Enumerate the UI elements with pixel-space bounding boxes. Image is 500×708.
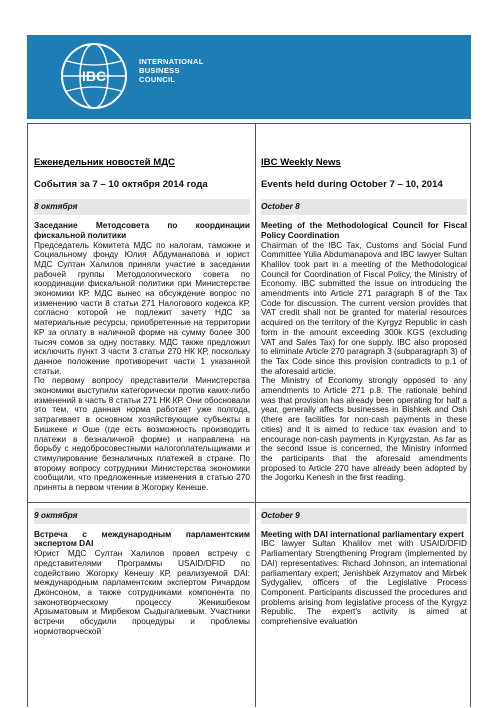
en-section-oct8 (261, 158, 467, 498)
ru-date-oct9: 9 октября (34, 508, 250, 524)
logo-initials: IBC (81, 68, 107, 84)
en-date-oct8: October 8 (261, 199, 467, 215)
ru-newsletter-title: Еженедельник новостей МДС (34, 158, 175, 168)
column-divider (255, 124, 256, 707)
ru-item1-title: Заседание Методсовета по координации фискальной политики (34, 220, 250, 240)
bilingual-table (27, 123, 471, 707)
ru-date-oct8: 8 октября (34, 199, 250, 215)
en-date-oct9: October 9 (261, 508, 467, 524)
ru-item1-paragraph1: Председатель Комитета МДС по налогам, таможне и Социальному фонду Юлия Абдуманапова и юрист МДС Султан Халилов приняли участие в заседании рабочей группы Методологического совета по координации фискальной политики при Министерстве экономики КР. МДС вынес на обсуждение вопрос по изменению части 8 статьи 271 Налогового кодекса КР, согласно которой не подлежит зачету НДС за материальные ресурсы, приобретенные на территории КР за оплату в наличной форме на сумму более 300 тысяч сомов за одну поставку. МДС также предложил исключить пункт 3 части 3 статьи 270 НК КР, поскольку данное положение противоречит части 1 указанной статьи. (34, 239, 250, 376)
ru-item2-title: Встреча с международным парламентским экспертом DAI (34, 528, 250, 549)
en-events-title: Events held during October 7 – 10, 2014 (261, 178, 443, 190)
en-item1-paragraph2: The Ministry of Economy strongly opposed to any amendments to Article 271 p.8. The rationale behind was that provision has already been operating for half a year, generally affects businesses in Bishkek and Osh (there are facilities for non-cash payments in these cities) and it is aimed to reduce tax evasion and to encourage non-cash payments in Kyrgyzstan. As far as the second issue is concerned, the Ministry informed the participants that the aforesaid amendments proposed to Article 270 have already been adopted by the Jogorku Kenesh in the first reading. (261, 375, 467, 483)
org-name (139, 57, 204, 84)
ru-events-title: События за 7 – 10 октября 2014 года (34, 178, 208, 190)
en-newsletter-title: IBC Weekly News (261, 158, 341, 168)
en-item2-paragraph1: IBC lawyer Sultan Khalilov met with USAID/DFID Parliamentary Strengthening Program (implemented by DAI) representatives: Richard Johnson, an international parliamentary expert; Jenishbek Arzymatov and Mirbek Sydygaliev, officers of the Legislative Process Component. Participants discussed the procedures and problems arising from legislative process of the Kyrgyz Republic. The expert's activity is aimed at comprehensive evaluation (261, 538, 467, 627)
row-divider (28, 502, 470, 503)
ru-section-oct8 (34, 158, 250, 498)
org-line-1: INTERNATIONAL (139, 57, 204, 66)
ru-section-oct9 (34, 508, 250, 708)
org-line-3: COUNCIL (139, 75, 176, 84)
en-item1-title: Meeting of the Methodological Council for Fiscal Policy Coordination (261, 220, 467, 240)
org-line-2: BUSINESS (139, 66, 180, 75)
en-item2-title: Meeting with DAI international parliamentary expert (261, 528, 464, 539)
en-section-oct9 (261, 508, 467, 708)
ru-item1-paragraph2: По первому вопросу представители Министерства экономики выступили категорически против каких-либо изменений в часть 8 статьи 271 НК КР. Они обосновали это тем, что данная норма работает уже полгода, затрагивает в основном хозяйствующие субъекты в Бишкеке и Оше (где есть возможность производить платежи в безналичной форме) и направлена на борьбу с недобросовестными налогоплательщиками и стимулирование безналичных платежей в стране. По второму вопросу сотрудники Министерства экономики сообщили, что предложенные изменения в статью 270 приняты в первом чтении в Жогорку Кенеше. (34, 375, 250, 493)
header-banner (27, 35, 471, 119)
ibc-globe-logo-icon (59, 41, 129, 111)
ru-item2-paragraph1: Юрист МДС Султан Халилов провел встречу с представителями Программы USAID/DFID по содействию Жогорку Кенешу КР, реализуемой DAI: международным парламентским экспертом Ричардом Джонсоном, а также сотрудниками компонента по законотворческому процессу Женишбеком Арзыматовым и Мирбеком Сыдыгалиевым. Участники встречи обсудили процедуры и проблемы нормотворческой (34, 548, 250, 636)
en-item1-paragraph1: Chairman of the IBC Tax, Customs and Social Fund Committee Yulia Abdumanapova and IBC lawyer Sultan Khalilov took part in a meeting of the Methodological Council for Coordination of Fiscal Policy, the Ministry of Economy. IBC submitted the issue on introducing the amendments into Article 271 paragraph 8 of the Tax Code for discussion. The current version provides that VAT credit shall not be granted for material resources acquired on the territory of the Kyrgyz Republic in cash form in the amount exceeding 300k KGS (excluding VAT and Sales Tax) for one supply. IBC also proposed to eliminate Article 270 paragraph 3 (subparagraph 3) of the Tax Code since this provision contradicts to p.1 of the aforesaid article. (261, 239, 467, 376)
